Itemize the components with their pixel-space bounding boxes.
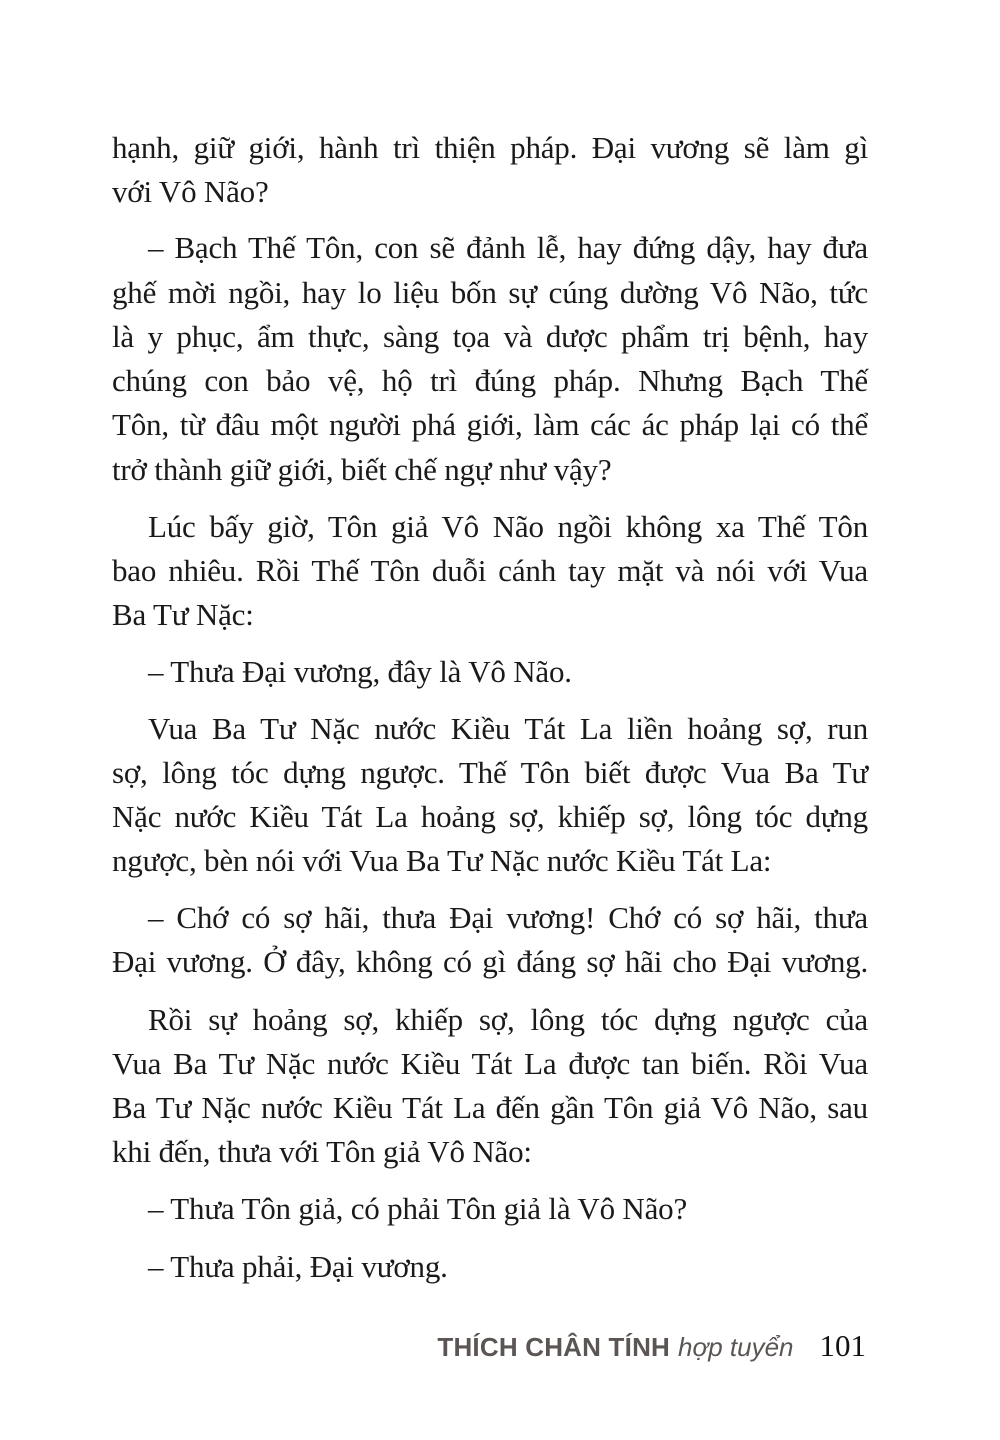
text-line: – Thưa Đại vương, đây là Vô Não. [148, 654, 572, 689]
text-line: ghế mời ngồi, hay lo liệu bốn sự cúng dường Vô Não, tức [112, 275, 868, 310]
text-line: – Bạch Thế Tôn, con sẽ đảnh lễ, hay đứng dậy, hay đưa [148, 230, 868, 265]
text-line: Vua Ba Tư Nặc nước Kiều Tát La liền hoảng sợ, run [148, 711, 868, 746]
page-footer [437, 1328, 866, 1368]
text-line: Vua Ba Tư Nặc nước Kiều Tát La được tan biến. Rồi Vua [112, 1046, 868, 1081]
text-line: Ba Tư Nặc: [112, 597, 254, 632]
text-line: – Thưa phải, Đại vương. [148, 1249, 448, 1284]
text-line: – Thưa Tôn giả, có phải Tôn giả là Vô Não? [148, 1191, 688, 1226]
text-line: – Chớ có sợ hãi, thưa Đại vương! Chớ có sợ hãi, thưa [148, 900, 868, 935]
text-line: Nặc nước Kiều Tát La hoảng sợ, khiếp sợ, lông tóc dựng [112, 799, 868, 834]
page-number: 101 [819, 1328, 866, 1363]
text-line: Rồi sự hoảng sợ, khiếp sợ, lông tóc dựng ngược của [148, 1002, 868, 1037]
text-line: là y phục, ẩm thực, sàng tọa và dược phẩm trị bệnh, hay [112, 319, 868, 354]
text-line: Tôn, từ đâu một người phá giới, làm các ác pháp lại có thể [112, 407, 868, 442]
text-line: hạnh, giữ giới, hành trì thiện pháp. Đại vương sẽ làm gì [112, 130, 868, 165]
text-line: với Vô Não? [112, 174, 269, 209]
text-line: khi đến, thưa với Tôn giả Vô Não: [112, 1134, 532, 1169]
footer-subtitle: hợp tuyển [678, 1332, 794, 1362]
text-line: bao nhiêu. Rồi Thế Tôn duỗi cánh tay mặt và nói với Vua [112, 553, 868, 588]
text-line: chúng con bảo vệ, hộ trì đúng pháp. Nhưng Bạch Thế [112, 363, 868, 398]
footer-author: THÍCH CHÂN TÍNH [437, 1332, 671, 1362]
text-line: sợ, lông tóc dựng ngược. Thế Tôn biết được Vua Ba Tư [112, 755, 868, 790]
text-line: Đại vương. Ở đây, không có gì đáng sợ hãi cho Đại vương. [112, 944, 868, 979]
text-line: Ba Tư Nặc nước Kiều Tát La đến gần Tôn giả Vô Não, sau [112, 1090, 868, 1125]
text-line: ngược, bèn nói với Vua Ba Tư Nặc nước Kiều Tát La: [112, 843, 772, 878]
text-line: Lúc bấy giờ, Tôn giả Vô Não ngồi không xa Thế Tôn [148, 509, 868, 544]
text-line: trở thành giữ giới, biết chế ngự như vậy? [112, 452, 612, 487]
